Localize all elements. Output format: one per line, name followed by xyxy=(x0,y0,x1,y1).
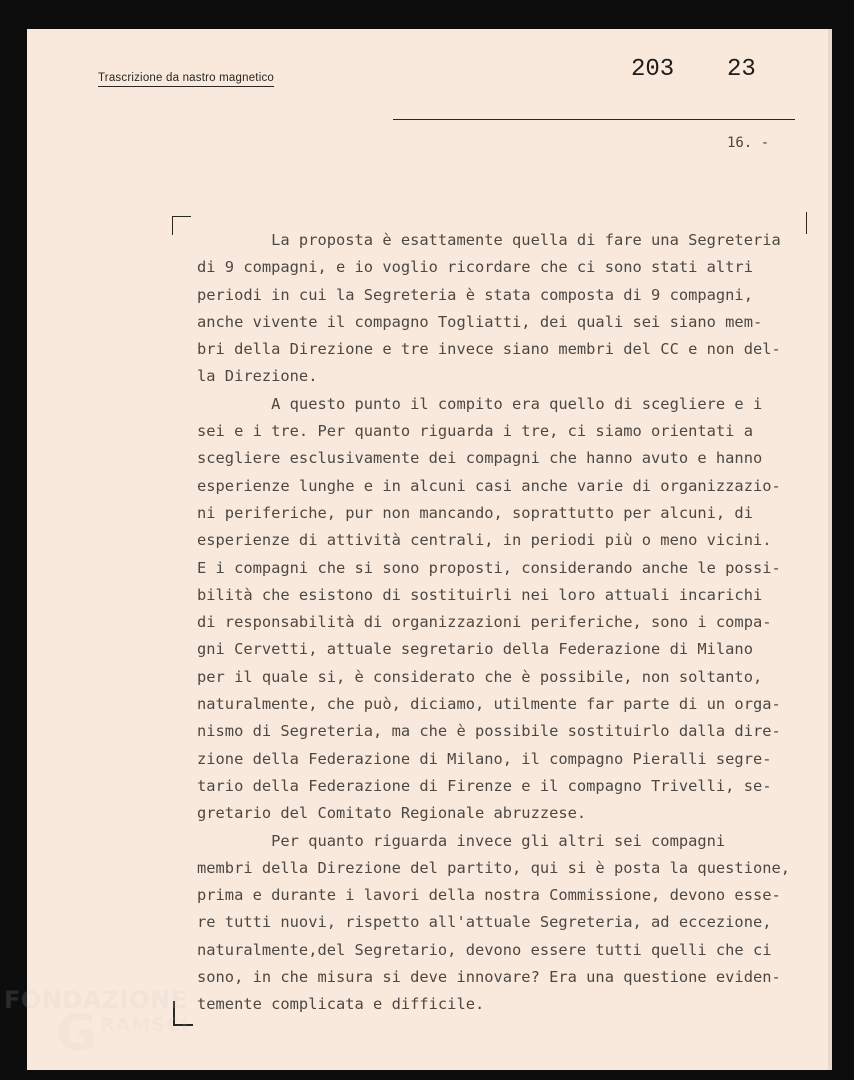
transcript-line: Per quanto riguarda invece gli altri sei compagni xyxy=(197,831,726,850)
transcript-line: zione della Federazione di Milano, il compagno Pieralli segre- xyxy=(197,749,772,768)
transcript-line: temente complicata e difficile. xyxy=(197,995,485,1014)
transcript-line: la Direzione. xyxy=(197,367,318,386)
transcript-body xyxy=(197,227,828,1019)
transcript-line: naturalmente,del Segretario, devono essere tutti quelli che ci xyxy=(197,940,772,959)
sheet-number-stamp: 23 xyxy=(727,56,756,83)
transcript-line: naturalmente, che può, diciamo, utilmente far parte di un orga- xyxy=(197,695,781,714)
transcript-line: La proposta è esattamente quella di fare una Segreteria xyxy=(197,231,781,249)
transcript-line: bri della Direzione e tre invece siano membri del CC e non del- xyxy=(197,340,781,359)
transcript-line: periodi in cui la Segreteria è stata composta di 9 compagni, xyxy=(197,285,753,304)
transcript-line: A questo punto il compito era quello di scegliere e i xyxy=(197,394,763,413)
transcript-line: di responsabilità di organizzazioni periferiche, sono i compa- xyxy=(197,613,772,632)
document-page xyxy=(27,29,828,1070)
transcript-line: bilità che esistono di sostituirli nei loro attuali incarichi xyxy=(197,585,763,604)
top-left-corner-mark xyxy=(172,216,191,235)
transcript-line: sono, in che misura si deve innovare? Era una questione eviden- xyxy=(197,968,781,987)
page-edge xyxy=(828,29,832,1070)
transcript-line: gretario del Comitato Regionale abruzzese. xyxy=(197,804,587,823)
transcript-line: di 9 compagni, e io voglio ricordare che ci sono stati altri xyxy=(197,258,753,277)
archive-number-stamp: 203 xyxy=(631,56,675,83)
transcript-line: E i compagni che si sono proposti, considerando anche le possi- xyxy=(197,558,781,577)
transcript-line: ni periferiche, pur non mancando, soprattutto per alcuni, di xyxy=(197,503,753,522)
transcript-line: gni Cervetti, attuale segretario della Federazione di Milano xyxy=(197,640,753,659)
transcript-line: esperienze di attività centrali, in periodi più o meno vicini. xyxy=(197,531,772,550)
header-rule xyxy=(393,119,795,120)
transcript-line: anche vivente il compagno Togliatti, dei quali sei siano mem- xyxy=(197,312,763,331)
transcript-line: re tutti nuovi, rispetto all'attuale Segreteria, ad eccezione, xyxy=(197,913,772,932)
bottom-left-corner-mark xyxy=(173,1001,193,1026)
transcription-header: Trascrizione da nastro magnetico xyxy=(98,72,274,87)
transcript-line: scegliere esclusivamente dei compagni che hanno avuto e hanno xyxy=(197,449,763,468)
transcript-line: membri della Direzione del partito, qui si è posta la questione, xyxy=(197,858,791,877)
transcript-line: esperienze lunghe e in alcuni casi anche varie di organizzazio- xyxy=(197,476,781,495)
transcript-line: tario della Federazione di Firenze e il compagno Trivelli, se- xyxy=(197,776,772,795)
transcript-line: per il quale si, è considerato che è possibile, non soltanto, xyxy=(197,667,763,686)
transcript-line: sei e i tre. Per quanto riguarda i tre, ci siamo orientati a xyxy=(197,422,753,441)
transcript-line: nismo di Segreteria, ma che è possibile sostituirlo dalla dire- xyxy=(197,722,781,741)
page-number: 16. - xyxy=(727,135,770,151)
transcript-line: prima e durante i lavori della nostra Commissione, devono esse- xyxy=(197,886,781,905)
